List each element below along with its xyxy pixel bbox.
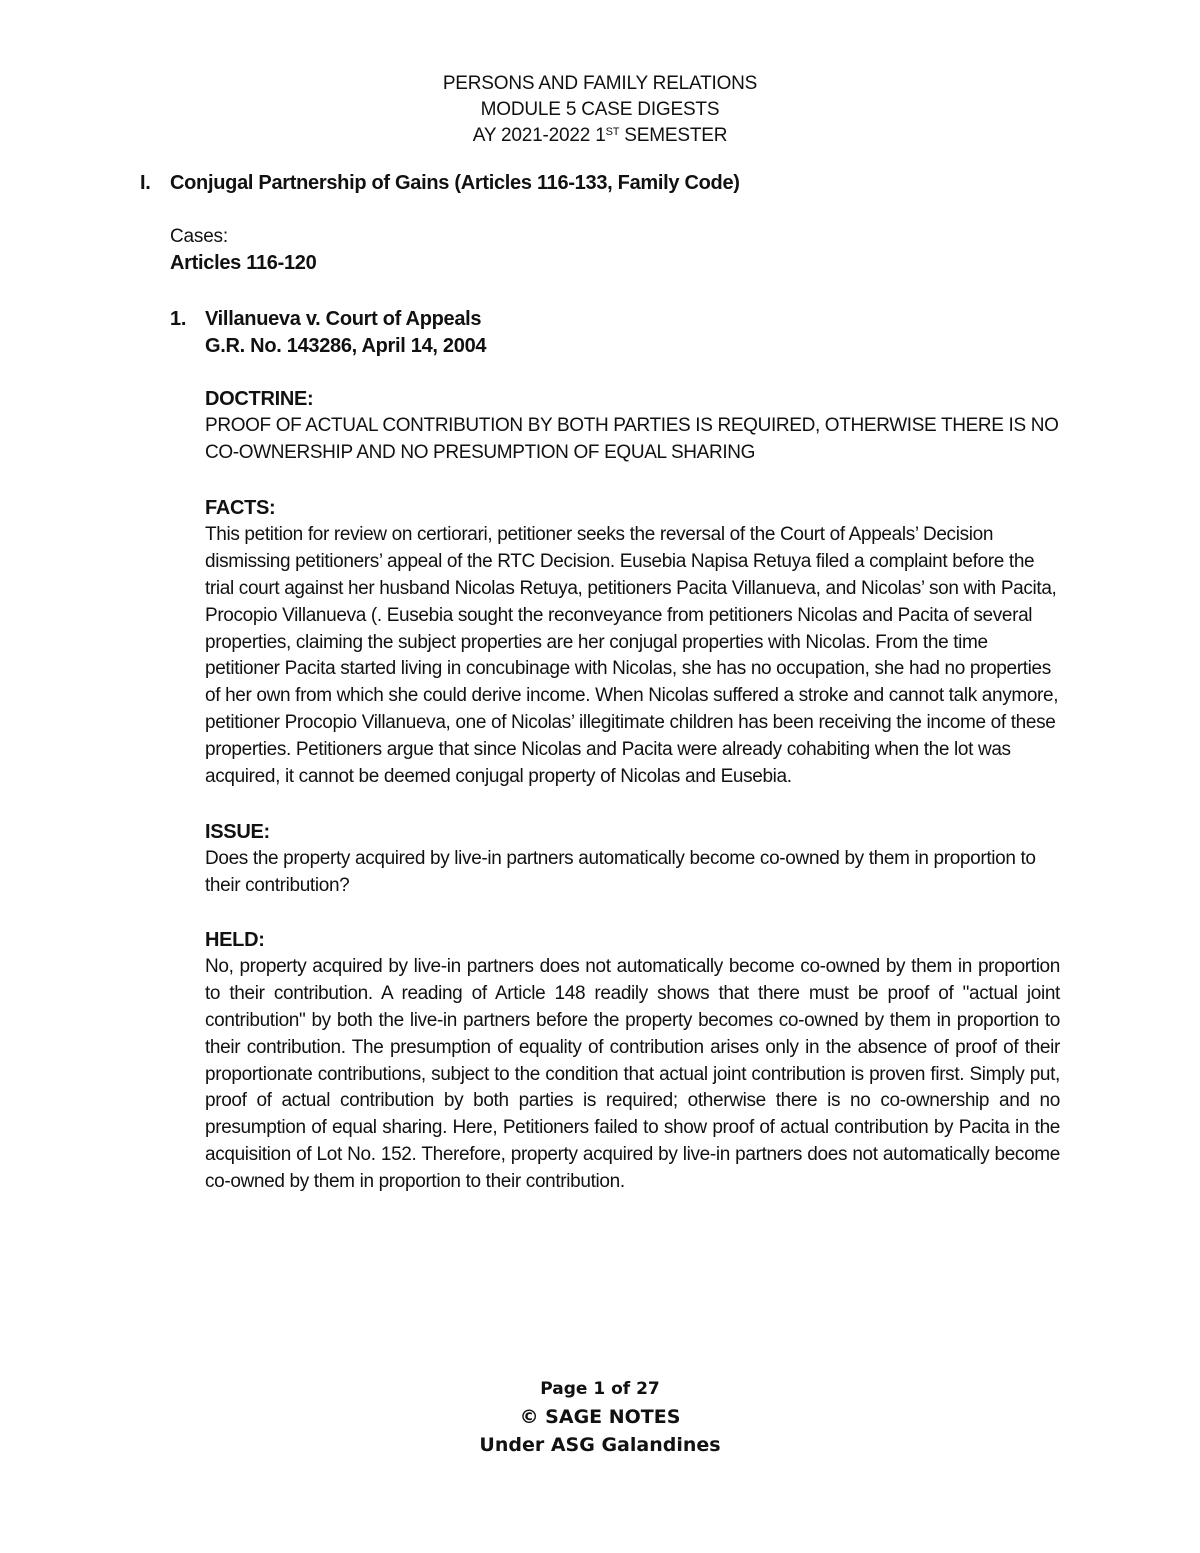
- section-heading: [140, 172, 740, 195]
- course-title: PERSONS AND FAMILY RELATIONS: [442, 73, 758, 94]
- cases-label: Cases:: [170, 226, 228, 247]
- doctrine-text: PROOF OF ACTUAL CONTRIBUTION BY BOTH PARTIES IS REQUIRED, OTHERWISE THERE IS NO CO-OWNERSHIP AND NO PRESUMPTION OF EQUAL SHARING: [205, 414, 1059, 463]
- doctrine-heading: DOCTRINE:: [205, 388, 314, 410]
- page-indicator: [0, 1375, 1200, 1403]
- document-header: [0, 71, 1200, 149]
- facts-text: This petition for review on certiorari, petitioner seeks the reversal of the Court of Appeals’ Decision dismissing petitioners’ appeal of the RTC Decision. Eusebia Napisa Retuya filed a complaint before the trial court against her husband Nicolas Retuya, petitioners Pacita Villanueva, and Nicolas’ son with Pacita, Procopio Villanueva (. Eusebia sought the reconveyance from petitioners Nicolas and Pacita of several properties, claiming the subject properties are her conjugal properties with Nicolas. From the time petitioner Pacita started living in concubinage with Nicolas, she has no occupation, she had no properties of her own from which she could derive income. When Nicolas suffered a stroke and cannot talk anymore, petitioner Procopio Villanueva, one of Nicolas’ illegitimate children has been receiving the income of these properties. Petitioners argue that since Nicolas and Pacita were already cohabiting when the lot was acquired, it cannot be deemed conjugal property of Nicolas and Eusebia.: [205, 523, 1059, 788]
- held-heading: HELD:: [205, 929, 265, 951]
- section-numeral: I.: [140, 172, 151, 194]
- page-current: 1: [593, 1379, 606, 1399]
- held-text: No, property acquired by live-in partners does not automatically become co-owned by them in proportion to their contribution. A reading of Article 148 readily shows that there must be proof of "actual joint contribution" by both the live-in partners before the property becomes co-owned by them in proportion to their contribution. The presumption of equality of contribution arises only in the absence of proof of their proportionate contributions, subject to the condition that actual joint contribution is proven first. Simply put, proof of actual contribution by both parties is required; otherwise there is no co-ownership and no presumption of equal sharing. Here, Petitioners failed to show proof of actual contribution by Pacita in the acquisition of Lot No. 152. Therefore, property acquired by live-in partners does not automatically become co-owned by them in proportion to their contribution.: [205, 955, 1060, 1193]
- module-title: MODULE 5 CASE DIGESTS: [480, 99, 720, 120]
- author-credit: Under ASG Galandines: [479, 1434, 721, 1456]
- academic-year-suffix: SEMESTER: [619, 125, 728, 146]
- issue-text: Does the property acquired by live-in partners automatically become co-owned by them in proportion to their contribution?: [205, 847, 1036, 896]
- case-number: 1.: [170, 308, 187, 330]
- articles-label: Articles 116-120: [170, 252, 317, 274]
- doctrine-section: [205, 386, 1060, 467]
- held-section: [205, 927, 1060, 1196]
- case-citation: G.R. No. 143286, April 14, 2004: [205, 335, 487, 357]
- issue-section: [205, 819, 1060, 900]
- academic-year-prefix: AY 2021-2022 1: [472, 125, 606, 146]
- issue-heading: ISSUE:: [205, 821, 270, 843]
- page-total: 27: [636, 1379, 660, 1399]
- facts-heading: FACTS:: [205, 497, 276, 519]
- document-footer: [0, 1375, 1200, 1459]
- academic-year: [0, 123, 1200, 149]
- section-title-text: Conjugal Partnership of Gains (Articles 116-133, Family Code): [170, 172, 740, 194]
- copyright-notice: © SAGE NOTES: [519, 1406, 681, 1428]
- case-name: Villanueva v. Court of Appeals: [205, 308, 482, 330]
- ordinal-suffix: ST: [605, 126, 620, 138]
- facts-section: [205, 495, 1060, 791]
- page-label: Page: [540, 1379, 594, 1399]
- page-of-label: of: [605, 1379, 637, 1399]
